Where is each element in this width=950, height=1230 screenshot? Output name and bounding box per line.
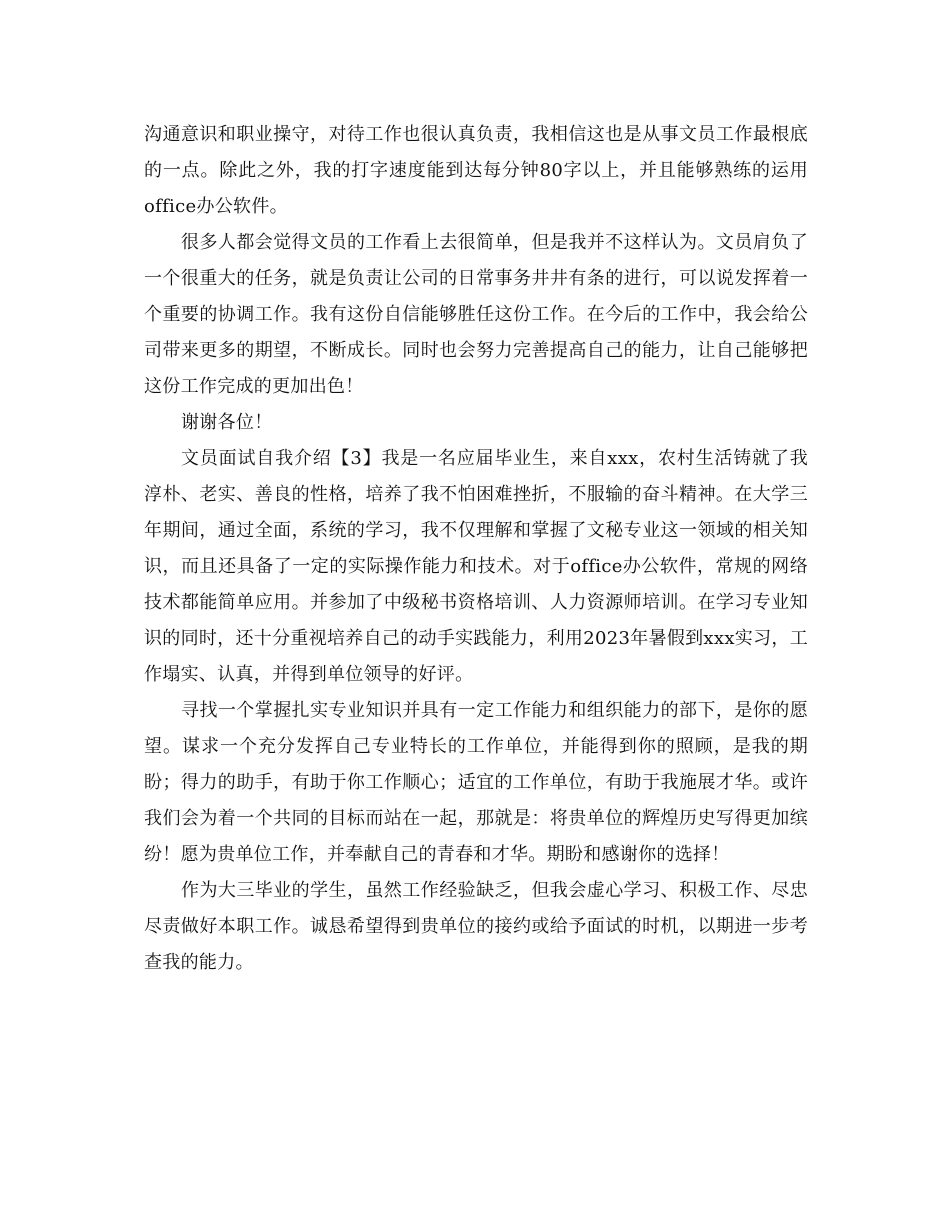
paragraph-2: 很多人都会觉得文员的工作看上去很简单，但是我并不这样认为。文员肩负了一个很重大的任务，就是负责让公司的日常事务井井有条的进行，可以说发挥着一个重要的协调工作。我有这份自信能够胜任这份工作。在今后的工作中，我会给公司带来更多的期望，不断成长。同时也会努力完善提高自己的能力，让自己能够把这份工作完成的更加出色！ [144,232,808,397]
paragraph-1: 沟通意识和职业操守，对待工作也很认真负责，我相信这也是从事文员工作最根底的一点。除此之外，我的打字速度能到达每分钟80字以上，并且能够熟练的运用office办公软件。 [144,124,808,217]
paragraph-4: 文员面试自我介绍【3】我是一名应届毕业生，来自xxx，农村生活铸就了我淳朴、老实、善良的性格，培养了我不怕困难挫折，不服输的奋斗精神。在大学三年期间，通过全面，系统的学习，我不仅理解和掌握了文秘专业这一领域的相关知识，而且还具备了一定的实际操作能力和技术。对于office办公软件，常规的网络技术都能简单应用。并参加了中级秘书资格培训、人力资源师培训。在学习专业知识的同时，还十分重视培养自己的动手实践能力，利用2023年暑假到xxx实习，工作塌实、认真，并得到单位领导的好评。 [144,448,808,685]
paragraph-5: 寻找一个掌握扎实专业知识并具有一定工作能力和组织能力的部下，是你的愿望。谋求一个充分发挥自己专业特长的工作单位，并能得到你的照顾，是我的期盼；得力的助手，有助于你工作顺心；适宜的工作单位，有助于我施展才华。或许我们会为着一个共同的目标而站在一起，那就是：将贵单位的辉煌历史写得更加缤纷！愿为贵单位工作，并奉献自己的青春和才华。期盼和感谢你的选择！ [144,700,808,865]
paragraph-6: 作为大三毕业的学生，虽然工作经验缺乏，但我会虚心学习、积极工作、尽忠尽责做好本职工作。诚恳希望得到贵单位的接约或给予面试的时机，以期进一步考查我的能力。 [144,880,808,973]
document-body [144,117,808,981]
paragraph-3: 谢谢各位！ [181,412,273,433]
